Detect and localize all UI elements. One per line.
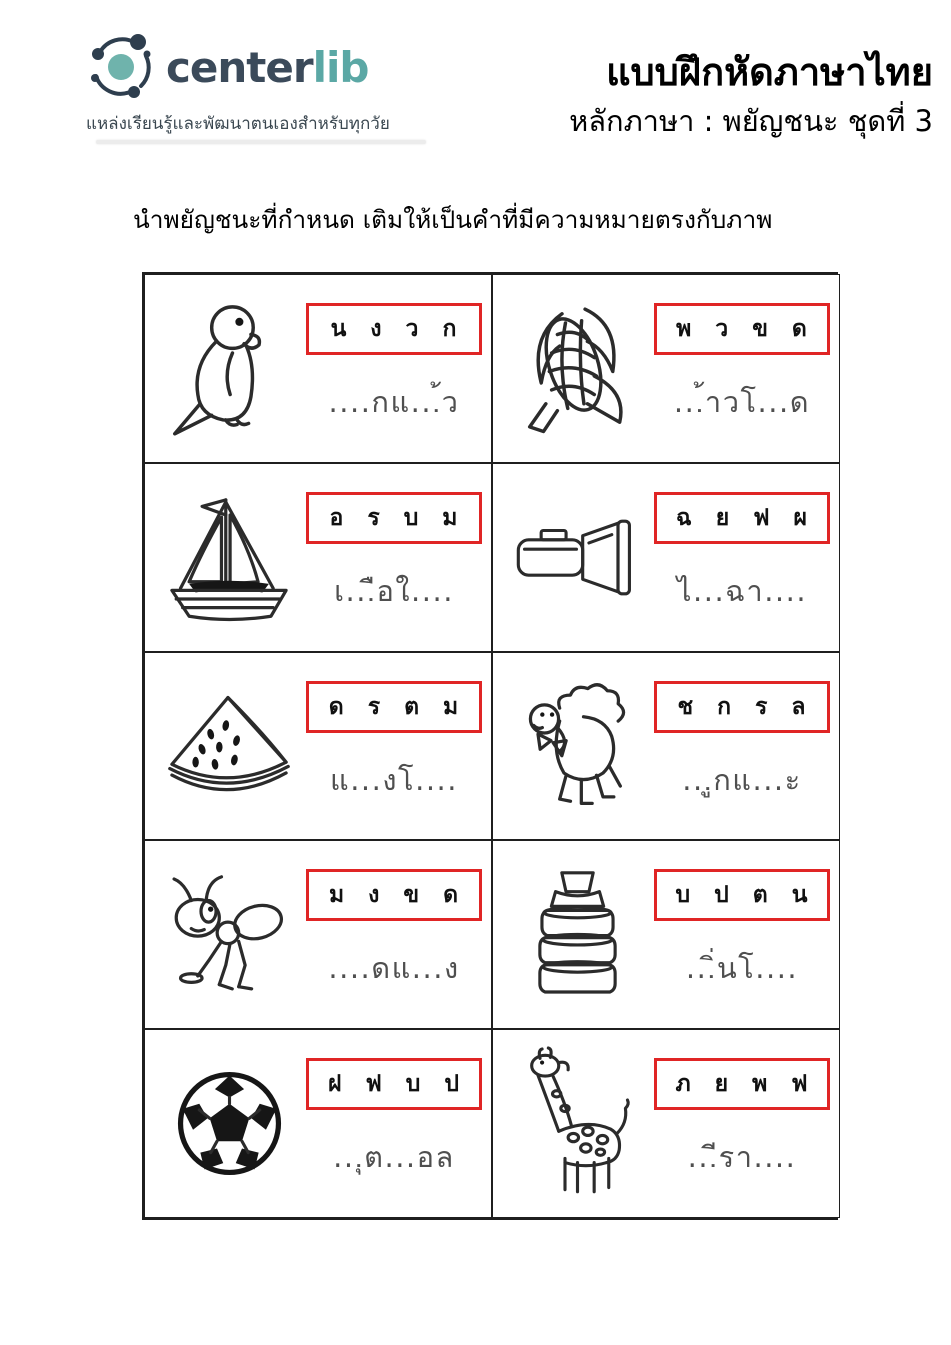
- consonant-choices-box: [654, 681, 830, 733]
- faded-watermark-line: [96, 140, 426, 144]
- consonant-choices: บ ป ต น: [675, 882, 809, 909]
- consonant-choices-box: [306, 492, 482, 544]
- consonant-choices: พ ว ข ด: [676, 316, 808, 342]
- consonant-choices: อ ร บ ม: [329, 504, 459, 531]
- exercise-cell-giraffe: [492, 1029, 840, 1218]
- consonant-choices: ภ ย พ ฟ: [675, 1071, 809, 1098]
- consonant-choices: ช ก ร ล: [677, 693, 807, 720]
- trace-word: ไ...ฉา....: [676, 573, 808, 608]
- parrot-image: [153, 281, 305, 456]
- consonant-choices: ฝ ฟ บ ป: [328, 1071, 460, 1098]
- consonant-choices-box: [654, 1058, 830, 1110]
- instruction-text: นำพยัญชนะที่กำหนด เติมให้เป็นคำที่มีความหมายตรงกับภาพ: [133, 205, 773, 234]
- exercise-cell-ant: [144, 840, 492, 1029]
- exercise-cell-tiffin-carrier: [492, 840, 840, 1029]
- consonant-choices: ฉ ย ฟ ผ: [676, 504, 808, 531]
- worksheet-subtitle: หลักภาษา : พยัญชนะ ชุดที่ 3: [569, 103, 933, 138]
- brand-primary-text: center: [166, 43, 313, 92]
- consonant-choices-box: [306, 303, 482, 355]
- trace-word: ...ีรา....: [687, 1140, 797, 1175]
- consonant-choices-box: [654, 869, 830, 921]
- consonant-choices-box: [654, 492, 830, 544]
- exercise-cell-flashlight: [492, 463, 840, 652]
- brand-wordmark: [166, 43, 369, 92]
- consonant-choices: น ง ว ก: [330, 316, 458, 342]
- trace-word: แ...งโ....: [330, 762, 458, 797]
- watermelon-image: [153, 659, 305, 834]
- exercise-cell-parrot: [144, 274, 492, 463]
- trace-word: ...ิ่นโ....: [685, 951, 799, 986]
- trace-word: ....ดแ...ง: [328, 951, 460, 986]
- trace-word: ...ูกแ...ะ: [682, 762, 802, 797]
- exercise-cell-sailboat: [144, 463, 492, 652]
- sailboat-image: [153, 470, 305, 645]
- brand-secondary-text: lib: [312, 43, 369, 92]
- trace-word: เ...ือใ....: [334, 573, 454, 608]
- exercise-grid: [142, 272, 838, 1220]
- consonant-choices-box: [306, 1058, 482, 1110]
- tiffin-carrier-image: [501, 847, 653, 1022]
- exercise-cell-watermelon: [144, 652, 492, 841]
- corn-image: [501, 281, 653, 456]
- title-block: [569, 52, 933, 144]
- consonant-choices-box: [306, 869, 482, 921]
- exercise-cell-corn: [492, 274, 840, 463]
- ant-image: [153, 847, 305, 1022]
- trace-word: ...้าวโ...ด: [673, 385, 811, 419]
- consonant-choices-box: [654, 303, 830, 355]
- logo-block: [86, 34, 390, 137]
- lamb-image: [501, 659, 653, 834]
- exercise-cell-lamb: [492, 652, 840, 841]
- giraffe-image: [501, 1036, 653, 1211]
- consonant-choices: ม ง ข ด: [328, 882, 460, 909]
- worksheet-title: แบบฝึกหัดภาษาไทย: [606, 50, 933, 94]
- trace-word: ....กแ...้ว: [328, 385, 460, 419]
- exercise-cell-football: [144, 1029, 492, 1218]
- consonant-choices-box: [306, 681, 482, 733]
- flashlight-image: [501, 470, 653, 645]
- football-image: [153, 1036, 305, 1211]
- trace-word: ...ุต...อล: [333, 1140, 455, 1175]
- centerlib-logo-icon: [86, 34, 156, 102]
- brand-tagline: แหล่งเรียนรู้และพัฒนาตนเองสำหรับทุกวัย: [86, 114, 390, 134]
- consonant-choices: ด ร ต ม: [328, 693, 460, 720]
